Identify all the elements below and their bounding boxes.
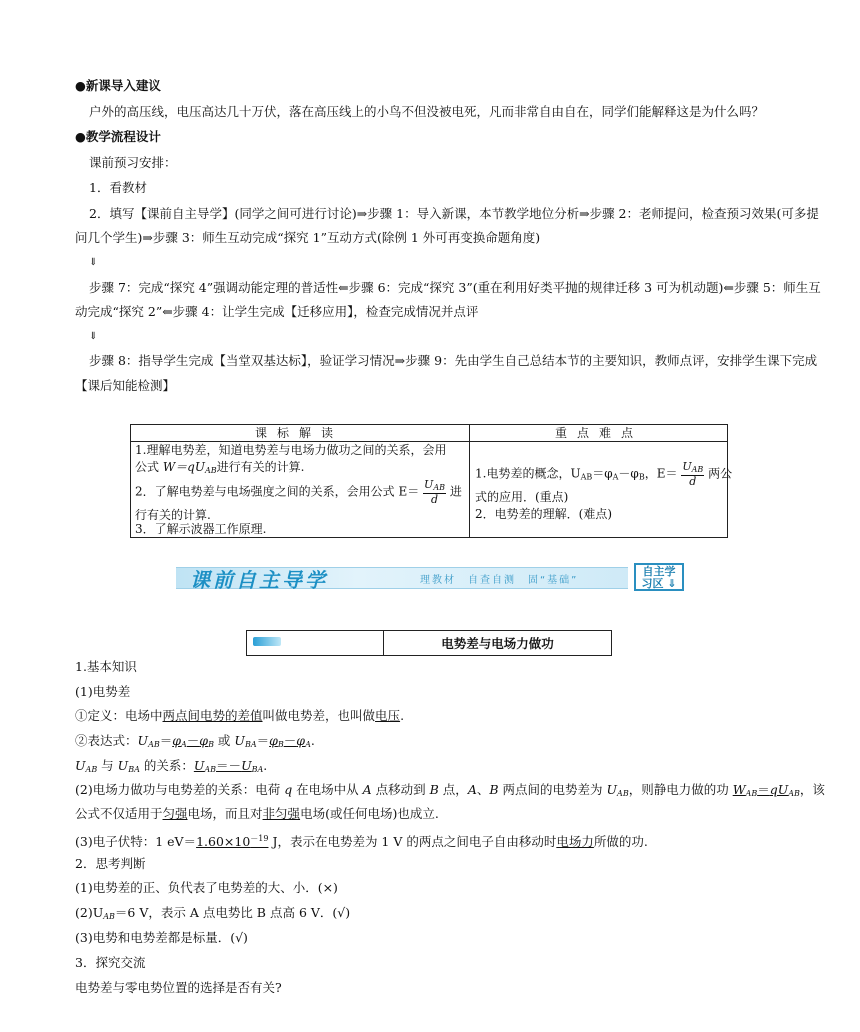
formula-fraction: $\frac{U_{AB}}{d}$ xyxy=(424,478,445,506)
flow-step2-line1: 2．填写【课前自主导学】(同学之间可进行讨论)⇒步骤 1：导入新课，本节教学地位分析⇒步骤 2：老师提问，检查预习效果(可多提 xyxy=(89,206,819,221)
table-right-header: 重点难点 xyxy=(555,426,644,440)
knowledge-work-line1: (2)电场力做功与电势差的关系：电荷 q 在电场中从 A 点移动到 B 点，A、B 两点间的电势差为 $U_{AB}$，则静电力做的功 $W_{AB}=qU_{AB}$，该 xyxy=(75,782,825,798)
flow-preview: 课前预习安排： xyxy=(89,155,177,170)
flow-step1: 1．看教材 xyxy=(89,180,147,195)
section-header-box xyxy=(246,630,612,656)
banner-title: 课前自主导学 xyxy=(190,568,328,592)
explore-heading: 3．探究交流 xyxy=(75,955,146,970)
table-right-item1-line2: 式的应用．(重点) xyxy=(475,490,569,504)
explore-question: 电势差与零电势位置的选择是否有关? xyxy=(75,980,282,995)
knowledge-relation: $U_{AB}$ 与 $U_{BA}$ 的关系：$U_{AB}=-U_{BA}$. xyxy=(75,758,268,774)
intro-heading: ●新课导入建议 xyxy=(75,78,161,93)
knowledge-heading: 1.基本知识 xyxy=(75,659,137,674)
knowledge-sub1: (1)电势差 xyxy=(75,684,131,699)
judge-q2: $(2)U_{AB}=6$ V，表示 A 点电势比 B 点高 6 V．(√) xyxy=(75,905,351,921)
table-right-item1-line1: 1.电势差的概念，$U_{AB}=\varphi_A-\varphi_B$，E＝ $\frac{U_{AB}}{d}$ 两公 xyxy=(475,460,733,488)
flow-step7-line2: 动完成“探究 2”⇐步骤 4：让学生完成【迁移应用】，检查完成情况并点评 xyxy=(75,304,479,319)
objectives-table xyxy=(130,424,733,538)
section-title: 电势差与电场力做功 xyxy=(441,636,554,651)
intro-text: 户外的高压线，电压高达几十万伏，落在高压线上的小鸟不但没被电死，凡而非常自由自在，同学们能解释这是为什么吗？ xyxy=(89,104,765,119)
formula-fraction-right: $\frac{U_{AB}}{d}$ xyxy=(682,460,704,488)
section-banner xyxy=(176,563,686,593)
flow-step8-line1: 步骤 8：指导学生完成【当堂双基达标】，验证学习情况⇒步骤 9：先由学生自己总结本节的主要知识，教师点评，安排学生课下完成 xyxy=(89,353,818,368)
judge-q3: (3)电势和电势差都是标量．(√) xyxy=(75,930,248,945)
flow-step7-line1: 步骤 7：完成“探究 4”强调动能定理的普适性⇐步骤 6：完成“探究 3”(重在利用好类平抛的规律迁移 3 可为机动题)⇐步骤 5：师生互 xyxy=(89,280,821,295)
table-left-item2-line1: 2．了解电势差与电场强度之间的关系，会用公式 E＝ $\frac{U_{AB}}{d}$ 进 xyxy=(135,478,462,506)
knowledge-work-line2: 公式不仅适用于匀强电场，而且对非匀强电场(或任何电场)也成立. xyxy=(75,806,439,821)
flow-step8-line2: 【课后知能检测】 xyxy=(75,378,176,393)
table-left-header: 课标解读 xyxy=(255,426,344,440)
table-left-item1-line1: 1.理解电势差，知道电势差与电场力做功之间的关系，会用 xyxy=(135,443,447,457)
knowledge-definition: ①定义：电场中两点间电势的差值叫做电势差，也叫做电压. xyxy=(75,708,405,723)
flow-arrow-down-2: ⇓ xyxy=(89,331,98,342)
section-tag-icon xyxy=(253,637,281,646)
flow-step2-line2: 问几个学生)⇒步骤 3：师生互动完成“探究 1”互动方式(除例 1 外可再变换命题角度) xyxy=(75,230,541,245)
knowledge-electron-volt: (3)电子伏特：1 $eV=1.60\times 10^{-19}$ J，表示在电势差为 1 V 的两点之间电子自由移动时电场力所做的功. xyxy=(75,834,648,850)
knowledge-expression: ②表达式：$U_{AB}=\varphi_A-\varphi_B$ 或 $U_{BA}=\varphi_B-\varphi_A$. xyxy=(75,733,315,749)
banner-subtitle: 理教材 自查自测 固“基础” xyxy=(420,575,579,586)
banner-badge: 自主学 习区 ⇓ xyxy=(634,563,684,591)
table-left-item3: 3．了解示波器工作原理. xyxy=(135,522,267,536)
judge-heading: 2．思考判断 xyxy=(75,856,146,871)
table-left-item2-line2: 行有关的计算. xyxy=(135,508,211,522)
judge-q1: (1)电势差的正、负代表了电势差的大、小．(×) xyxy=(75,880,338,895)
table-left-item1-line2: 公式 $W=qU_{AB}$进行有关的计算. xyxy=(135,460,305,475)
flow-arrow-down-1: ⇓ xyxy=(89,257,98,268)
table-right-item2: 2．电势差的理解．(难点) xyxy=(475,507,612,521)
flow-heading: ●教学流程设计 xyxy=(75,129,161,144)
